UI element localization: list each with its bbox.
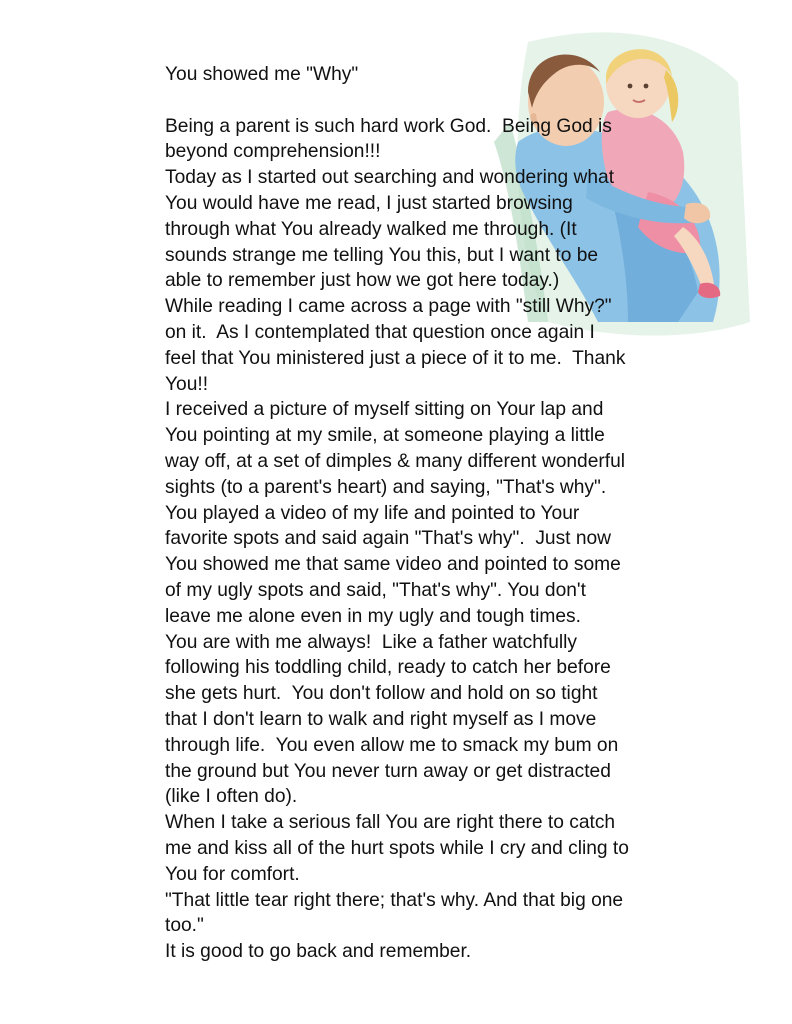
text-line: (like I often do). bbox=[165, 786, 298, 808]
text-line: too." bbox=[165, 915, 204, 937]
text-line: "That little tear right there; that's why. And that big one bbox=[165, 889, 624, 911]
text-line: she gets hurt. You don't follow and hold on so tight bbox=[165, 683, 598, 705]
text-line: able to remember just how we got here today.) bbox=[165, 270, 560, 292]
text-line: You are with me always! Like a father watchfully bbox=[165, 631, 578, 653]
text-line: sounds strange me telling You this, but I want to be bbox=[165, 244, 599, 266]
text-line: through life. You even allow me to smack my bum on bbox=[165, 734, 619, 756]
document-body bbox=[165, 62, 705, 965]
text-line: While reading I came across a page with "still Why?" bbox=[165, 296, 612, 318]
text-line: on it. As I contemplated that question once again I bbox=[165, 321, 595, 343]
text-line: following his toddling child, ready to catch her before bbox=[165, 657, 611, 679]
text-line: way off, at a set of dimples & many different wonderful bbox=[165, 450, 626, 472]
text-line: me and kiss all of the hurt spots while I cry and cling to bbox=[165, 837, 629, 859]
text-line: I received a picture of myself sitting on Your lap and bbox=[165, 399, 604, 421]
text-line: of my ugly spots and said, "That's why". You don't bbox=[165, 579, 586, 601]
text-line: It is good to go back and remember. bbox=[165, 941, 472, 963]
text-line: When I take a serious fall You are right there to catch bbox=[165, 812, 616, 834]
text-line: You played a video of my life and pointed to Your bbox=[165, 502, 580, 524]
document-paragraph bbox=[165, 114, 705, 965]
text-line: Being a parent is such hard work God. Being God is bbox=[165, 115, 612, 137]
text-line: You for comfort. bbox=[165, 863, 300, 885]
text-line: through what You already walked me through. (It bbox=[165, 218, 577, 240]
text-line: feel that You ministered just a piece of it to me. Thank bbox=[165, 347, 626, 369]
blank-line bbox=[165, 88, 705, 114]
text-line: Today as I started out searching and wondering what bbox=[165, 167, 615, 189]
text-line: favorite spots and said again "That's why". Just now bbox=[165, 528, 612, 550]
text-line: that I don't learn to walk and right myself as I move bbox=[165, 708, 597, 730]
text-line: You pointing at my smile, at someone playing a little bbox=[165, 425, 605, 447]
text-line: You!! bbox=[165, 373, 209, 395]
text-line: the ground but You never turn away or get distracted bbox=[165, 760, 611, 782]
document-title: You showed me "Why" bbox=[165, 64, 359, 85]
text-line: sights (to a parent's heart) and saying, "That's why". bbox=[165, 476, 607, 498]
text-line: You showed me that same video and pointed to some bbox=[165, 554, 621, 576]
text-line: beyond comprehension!!! bbox=[165, 141, 381, 163]
text-line: leave me alone even in my ugly and tough times. bbox=[165, 605, 581, 627]
text-line: You would have me read, I just started browsing bbox=[165, 192, 573, 214]
